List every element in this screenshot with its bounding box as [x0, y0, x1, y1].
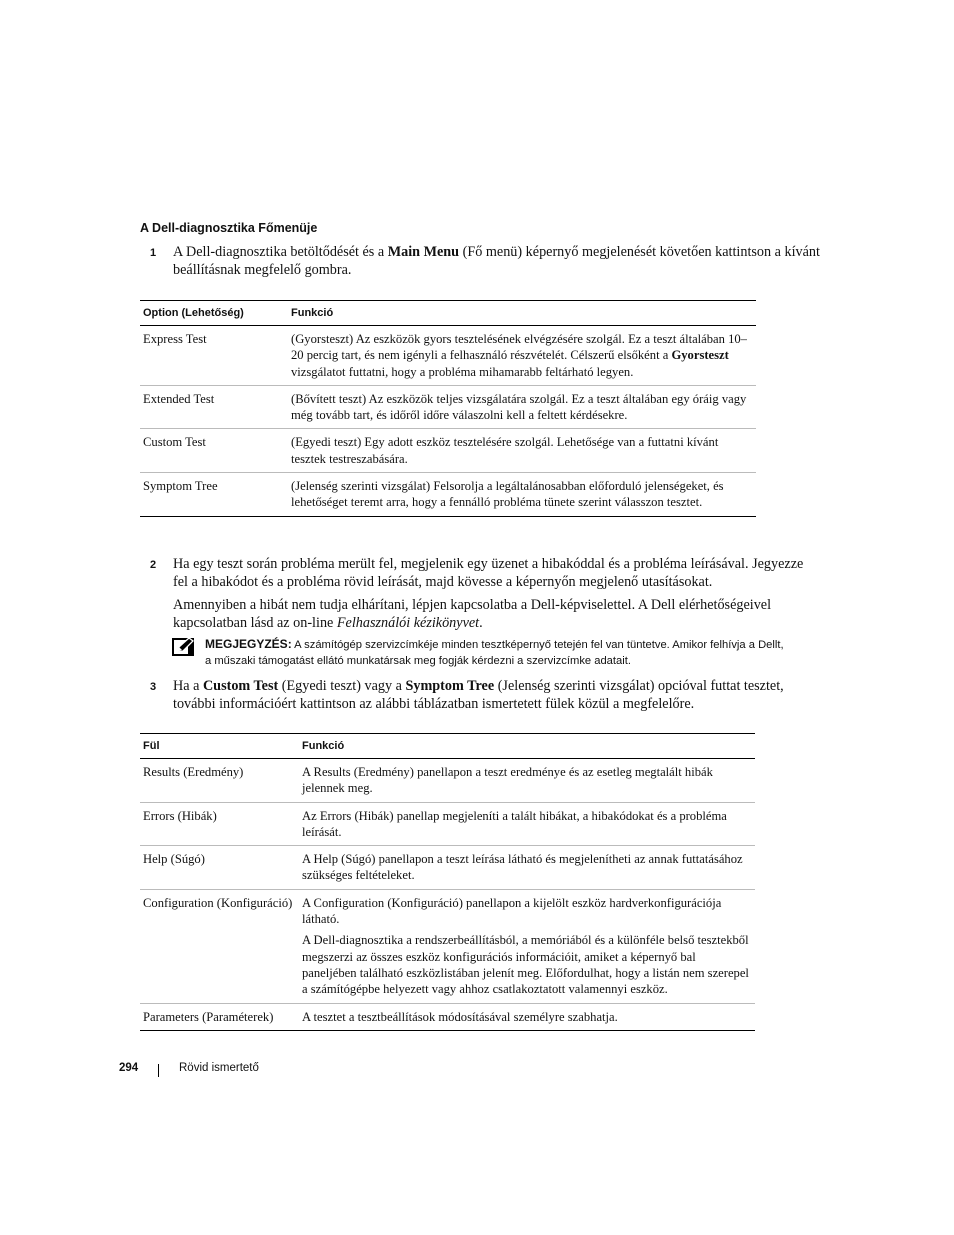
main-menu-term: Main Menu — [387, 244, 460, 260]
table-row — [140, 385, 756, 429]
user-guide-title: Felhasználói kézikönyvet — [336, 614, 480, 631]
column-header-tab: Fül — [140, 734, 299, 759]
option-name: Extended Test — [140, 385, 288, 429]
tab-name: Results (Eredmény) — [140, 759, 299, 803]
tab-name: Errors (Hibák) — [140, 802, 299, 846]
step-number: 3 — [150, 681, 157, 693]
footer-divider — [158, 1064, 159, 1077]
table-header-row — [140, 301, 756, 326]
section-heading: A Dell-diagnosztika Főmenüje — [140, 221, 318, 235]
table-header-row — [140, 734, 755, 759]
note-label: MEGJEGYZÉS: — [205, 637, 292, 651]
table-row — [140, 326, 756, 386]
step-number: 2 — [150, 559, 157, 571]
symptom-tree-term: Symptom Tree — [405, 678, 495, 694]
footer-title: Rövid ismertető — [179, 1062, 259, 1074]
contact-paragraph: Amennyiben a hibát nem tudja elhárítani, lépjen kapcsolatba a Dell-képviselettel. A Dell elérhetőségeivel kapcsolatban lásd az on-line Felhasználói kézikönyvet. — [173, 597, 772, 631]
options-table — [140, 300, 756, 517]
note-box — [172, 636, 792, 669]
option-name: Express Test — [140, 326, 288, 386]
option-description: (Gyorsteszt) Az eszközök gyors tesztelésének elvégzésére szolgál. Ez a teszt általában 10–20 percig tart, és nem igényli a felhasználó részvételét. Célszerű elsőként a Gyorsteszt vizsgálatot futtatni, hogy a probléma mihamarabb feltárható legyen. — [288, 326, 756, 386]
step-number: 1 — [150, 247, 157, 259]
table-row — [140, 846, 755, 890]
step-text: Ha egy teszt során probléma merült fel, megjelenik egy üzenet a hibakóddal és a probléma leírásával. Jegyezze fel a hibakódot és a probléma rövid leírását, majd kövesse a képernyőn megjelenő utasításokat. — [173, 556, 804, 590]
tab-name: Parameters (Paraméterek) — [140, 1003, 299, 1030]
custom-test-term: Custom Test — [202, 678, 279, 694]
step-text: A Dell-diagnosztika betöltődését és a Main Menu (Fő menü) képernyő megjelenését követően kattintson a kívánt beállításnak megfelelő gombra. — [173, 244, 820, 278]
table-row — [140, 889, 755, 1003]
tab-description: A tesztet a tesztbeállítások módosításával személyre szabhatja. — [299, 1003, 755, 1030]
table-row — [140, 802, 755, 846]
column-header-function: Funkció — [288, 301, 756, 326]
note-text: MEGJEGYZÉS: A számítógép szervizcímkéje minden tesztképernyő tetején fel van tüntetve. Amikor felhívja a Dellt, a műszaki támogatást ellátó munkatársak meg fogják kérdezni a szervizcímke adatait. — [205, 637, 784, 667]
column-header-function: Funkció — [299, 734, 755, 759]
tab-name: Configuration (Konfiguráció) — [140, 889, 299, 1003]
tab-description: A Configuration (Konfiguráció) panellapon a kijelölt eszköz hardverkonfigurációja látható. A Dell-diagnosztika a rendszerbeállításból, a memóriából és a különféle belső tesztekből megszerzi az összes eszköz konfigurációs információit, amiket a képernyő bal paneljében található eszközlistában jelenít meg. Előfordulhat, hogy a listán nem szerepel a számítógépbe helyezett vagy ahhoz csatlakoztatott valamennyi eszköz. — [299, 889, 755, 1003]
column-header-option: Option (Lehetőség) — [140, 301, 288, 326]
tab-description: Az Errors (Hibák) panellap megjeleníti a talált hibákat, a hibakódokat és a probléma leírását. — [299, 802, 755, 846]
table-row — [140, 759, 755, 803]
table-row — [140, 473, 756, 517]
tab-description: A Results (Eredmény) panellapon a teszt eredménye és az esetleg megtalált hibák jelennek meg. — [299, 759, 755, 803]
page-number: 294 — [119, 1062, 139, 1074]
tab-name: Help (Súgó) — [140, 846, 299, 890]
step-2 — [150, 556, 820, 591]
option-description: (Egyedi teszt) Egy adott eszköz tesztelésére szolgál. Lehetősége van a futtatni kívánt tesztek testreszabására. — [288, 429, 756, 473]
option-description: (Jelenség szerinti vizsgálat) Felsorolja a legáltalánosabban előforduló jelenségeket, és lehetőséget teremt arra, hogy a fennálló probléma tünete szerint válasszon tesztet. — [288, 473, 756, 517]
step-text: Ha a Custom Test (Egyedi teszt) vagy a Symptom Tree (Jelenség szerinti vizsgálat) opcióval futtat tesztet, további információért kattintson az alábbi táblázatban ismertetett fülek közül a megfelelőre. — [173, 678, 784, 712]
option-description: (Bővített teszt) Az eszközök teljes vizsgálatára szolgál. Ez a teszt általában egy óráig vagy még tovább tart, és időről időre válaszolni kell a feltett kérdésekre. — [288, 385, 756, 429]
step-1 — [150, 244, 820, 279]
step-3 — [150, 678, 820, 713]
note-pencil-icon — [172, 638, 194, 656]
table-row — [140, 1003, 755, 1030]
table-row — [140, 429, 756, 473]
tabs-table — [140, 733, 755, 1031]
tab-description: A Help (Súgó) panellapon a teszt leírása látható és megjelenítheti az annak futtatásához szükséges feltételeket. — [299, 846, 755, 890]
option-name: Symptom Tree — [140, 473, 288, 517]
option-name: Custom Test — [140, 429, 288, 473]
